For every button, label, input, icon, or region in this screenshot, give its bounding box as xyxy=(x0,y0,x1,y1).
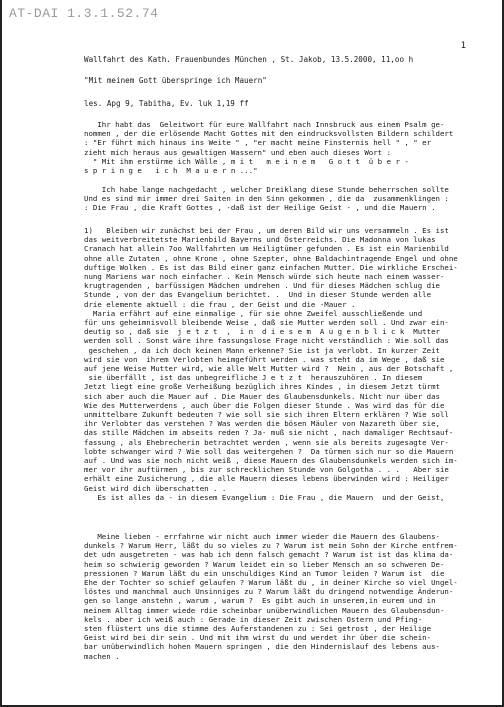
text-line: Und es sind mir immer drei Saiten in den Sinn gekommen , die da zusammenklingen : xyxy=(84,194,449,204)
text-line: nung Mariens war noch einfacher . Kein Mensch würde sich heute nach einem wasser- xyxy=(84,272,445,282)
text-line: Maria erfährt auf eine einmalige , für sie ohne Zweifel ausschließende und xyxy=(84,308,423,318)
page-number: 1 xyxy=(460,41,466,51)
text-line: Ich habe lange nachgedacht , welcher Dreiklang diese Stunde beherrschen sollte xyxy=(84,185,449,194)
text-line: sten flüstert uns die stimme des Auferstandenen zu : Sei getrost , der Heilige xyxy=(84,624,432,634)
text-line: Stunde , von der das Evangelium berichtet. . Und in dieser Stunde werden alle xyxy=(84,290,432,300)
text-line: werden soll . Sonst wäre ihre fassungslose Frage nicht verständlich : Wie soll das xyxy=(84,336,449,346)
text-line: sich aber auch die Mauer auf . Die Mauer des Glaubensdunkels. Nicht nur über das xyxy=(84,391,440,401)
paragraph-2 xyxy=(84,185,499,213)
text-line: Jetzt liegt eine große Verheißung bezüglich ihres Kindes , in diesem Jetzt türmt xyxy=(84,382,440,392)
sermon-title: "Mit meinem Gott überspringe ich Mauern" xyxy=(84,76,267,85)
text-line: dunkels ? Warum Herr, läßt du so vieles zu ? Warum ist mein Sohn der Kirche entfrem- xyxy=(84,541,458,551)
text-line: machen . xyxy=(84,651,120,661)
text-line: bar unüberwindlich hohen Mauern springen , die den Hindernislauf des lebens aus- xyxy=(84,642,440,652)
archive-stamp: AT-DAI 1.3.1.52.74 xyxy=(9,6,159,21)
text-line: " Mit ihm erstürme ich Wälle , m i t m e i n e m G o t t ü b e r - xyxy=(84,156,409,166)
text-line: duftige Wolken . Es ist das Bild einer ganz einfachen Mutter. Die wirkliche Erschei- xyxy=(84,262,458,272)
text-line: Es ist alles da - in diesem Evangelium : Die Frau , die Mauern und der Geist, xyxy=(84,492,445,502)
text-line: ihr Verlobter das verstehen ? Was werden die bösen Mäuler von Nazareth über sie, xyxy=(84,419,440,429)
text-line: s p r i n g e i c h M a u e r n ..." xyxy=(84,166,258,176)
text-line: Ihr habt das Geleitwort für eure Wallfahrt nach Innsbruck aus einem Psalm ge- xyxy=(84,120,445,129)
text-line: nommen , der die erlösende Macht Gottes mit den eindrucksvollsten Bildern schildert xyxy=(84,129,454,139)
text-line: lobte schwanger wird ? Wie soll das weitergehen ? Da türmen sich nur so die Mauern xyxy=(84,446,454,456)
text-line: : Die Frau , die Kraft Gottes , -daß ist der Heilige Geist - , und die Mauern . xyxy=(84,203,436,213)
text-line: erhält eine Zusicherung , die alle Mauern dieses lebens überwinden wird : Heiliger xyxy=(84,474,449,484)
paragraph-4 xyxy=(84,532,499,661)
text-line: kels . aber ich weiß auch : Gerade in dieser Zeit zwischen Ostern und Pfing- xyxy=(84,614,423,624)
scripture-readings: les. Apg 9, Tabitha, Ev. luk 1,19 ff xyxy=(84,99,249,108)
text-line: Cranach hat allein 7oo Wallfahrten um Heiligtümer gefunden . Es ist ein Marienbild xyxy=(84,244,449,254)
text-line: Geist wird bei dir sein . Und mit ihm wirst du und werdet ihr über die schein- xyxy=(84,633,432,643)
text-line: 1) Bleiben wir zunächst bei der Frau , um deren Bild wir uns versammeln . Es ist xyxy=(84,226,449,235)
text-line: zieht mich heraus aus gewaltigen Wassern" und eben auch dieses Wort : xyxy=(84,147,392,157)
text-line: löstes und manchmal auch Unsinniges zu ? Warum läßt du dringend notwendige Änderun- xyxy=(84,587,454,597)
text-line: deutig so , daß sie j e t z t , i n d i e s e m A u g e n b l i c k Mutter xyxy=(84,327,440,337)
text-line: wird sie von ihrem Verlobten heimgeführt werden . was steht da im Wege , daß sie xyxy=(84,354,445,364)
text-line: unmittelbare Zukunft bedeuten ? wie soll sie sich ihren Eltern erklären ? Wie soll xyxy=(84,410,449,420)
document-header: Wallfahrt des Kath. Frauenbundes München , St. Jakob, 13.5.2000, 11,oo h xyxy=(84,55,414,64)
text-line: meinem Alltag immer wiede rdie scheinbar unüberwindlichen Mauern des Glaubensdun- xyxy=(84,605,445,615)
paragraph-3 xyxy=(84,226,499,502)
text-line: Ehe der Tochter so schief gelaufen ? Warum läßt du , in deiner Kirche so viel Ungel- xyxy=(84,578,458,588)
text-line: Meine lieben - errfahrne wir nicht auch immer wieder die Mauern des Glaubens- xyxy=(84,532,440,541)
text-line: Geist wird dich überschatten . . xyxy=(84,483,227,493)
text-line: krugtragenden , barfüssigen Mädchen umdrehen . Und für dieses Mädchen schlug die xyxy=(84,281,440,291)
text-line: Wie des Mutterwerdens , auch über die Folgen dieser Stunde . Was wird das für die xyxy=(84,400,445,410)
text-line: fassung , als Ehebrecherin betrachtet werden , wenn sie als bereits zugesagte Ver- xyxy=(84,437,449,447)
paragraph-1 xyxy=(84,120,499,175)
text-line: : "Er führt mich hinaus ins Weite " , "er macht meine Finsternis hell " , " er xyxy=(84,138,432,148)
text-line: gen so lange anstehn , warum , warum ? Es gibt auch in unserem,in eurem und in xyxy=(84,596,436,606)
text-line: heim so schwierig geworden ? Warum leidet ein so lieber Mensch an so schweren De- xyxy=(84,559,445,569)
text-line: drie elemente aktuell : die frau , der Geist und die -Mauer . xyxy=(84,299,356,309)
text-line: pressionen ? Warum läßt du ein unschuldiges Kind an Tumor leiden ? Warum ist die xyxy=(84,568,445,578)
text-line: auf . Und was sie noch nicht weiß , diese Mauern des Glaubensdunkels werden sich im- xyxy=(84,456,458,466)
text-line: das weitverbreitetste Marienbild Bayerns und Österreichs. Die Madonna von lukas xyxy=(84,235,436,245)
text-line: auf jene Weise Mutter wird, wie alle Welt Mutter wird ? Nein , aus der Botschaft , xyxy=(84,364,454,374)
text-line: das stille Mädchen im abseits reden ? Ja- muß sie nicht , nach damaliger Rechtsauf- xyxy=(84,428,454,438)
text-line: det udn ausgetreten - was hab ich denn falsch gemacht ? Warum ist ist das klima da- xyxy=(84,550,454,560)
text-line: mer vor ihr auftürmen , bis zur schrecklichen Stunde von Golgotha . . . Aber sie xyxy=(84,465,449,475)
text-line: ohne alle Zutaten , ohne Krone , ohne Szepter, ohne Baldachintragende Engel und ohne xyxy=(84,253,458,263)
text-line: für uns geheimnisvoll bleibende Weise , daß sie Mutter werden soll . Und zwar ein- xyxy=(84,318,449,328)
text-line: sie überfällt , ist das unbegreifliche J e t z t herauszuhören . In diesem xyxy=(84,373,423,383)
text-line: geschehen , da ich doch keinen Mann erkenne? Sie ist ja verlobt. In kurzer Zeit xyxy=(84,345,440,355)
